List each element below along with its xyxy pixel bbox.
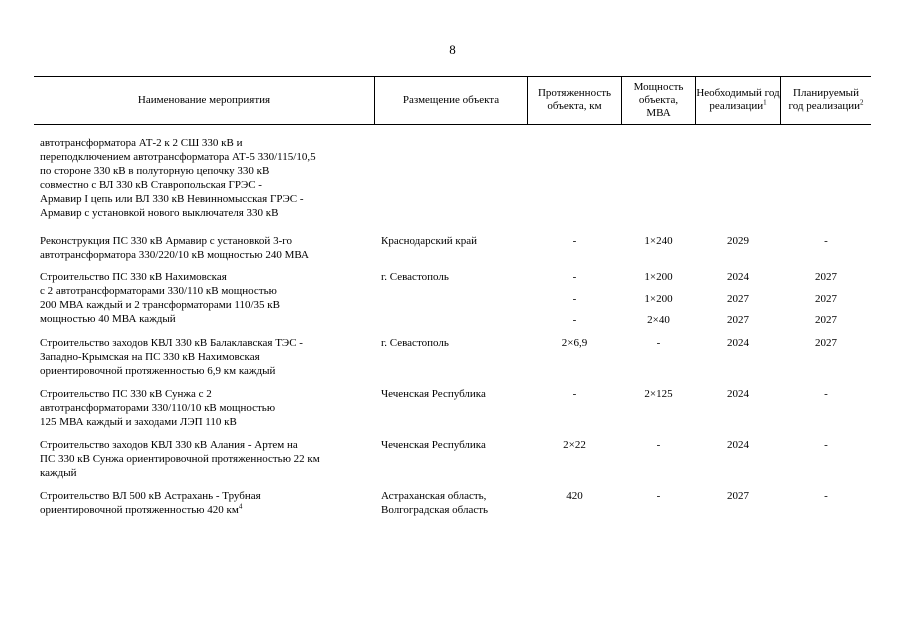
row-length: 420 [566,490,583,502]
continuation-text: автотрансформатора АТ-2 к 2 СШ 330 кВ и переподключением автотрансформатора АТ-5 330/115/10,5 по стороне 330 кВ в полуторную цепочку 330 кВ совместно с ВЛ 330 кВ Ставропольская ГРЭС - Армавир I цепь или ВЛ 330 кВ Невинномысская ГРЭС - Армавир с установкой нового выключателя 330 кВ [40,137,316,219]
row-required-year: 2027 [727,293,749,305]
header-planned-year: Планируемый год реализации$^2$ [788,87,864,112]
header-name: Наименование мероприятия [137,93,271,106]
row-planned-year: 2027 [815,293,837,305]
row-name: Строительство ПС 330 кВ Нахимовская с 2 автотрансформаторами 330/110 кВ мощностью 200 МВА каждый и 2 трансформаторами 110/35 кВ мощностью 40 МВА каждый [40,271,280,325]
row-length: 2×22 [563,439,586,451]
row-name: Строительство ПС 330 кВ Сунжа с 2 автотрансформаторами 330/110/10 кВ мощностью 125 МВА каждый и заходами ЛЭП 110 кВ [40,388,276,428]
row-required-year: 2024 [727,337,749,349]
row-location: Краснодарский край [381,235,478,247]
row-location: Чеченская Республика [381,439,486,451]
row-power: 2×40 [647,314,670,326]
row-power: 2×125 [644,388,673,400]
row-location: Чеченская Республика [381,388,486,400]
row-length: - [572,271,577,283]
row-power: 1×200 [644,293,673,305]
table-header-bottom-border [34,124,871,125]
row-location: Астраханская область, Волгоградская область [381,490,489,516]
row-power: - [656,490,661,502]
row-power: - [656,439,661,451]
row-planned-year: - [824,490,828,502]
row-planned-year: - [824,388,828,400]
row-required-year: 2027 [727,314,749,326]
row-required-year: 2027 [727,490,749,502]
row-length: 2×6,9 [561,337,588,349]
row-name: Строительство заходов КВЛ 330 кВ Балаклавская ТЭС - Западно-Крымская на ПС 330 кВ Нахимовская ориентировочной протяженностью 6,9 км каждый [40,337,303,377]
row-planned-year: 2027 [815,337,837,349]
row-required-year: 2029 [727,235,749,247]
row-length: - [572,314,577,326]
header-required-year: Необходимый год реализации$^1$ [696,87,780,112]
row-required-year: 2024 [727,439,749,451]
row-required-year: 2024 [727,271,749,283]
row-name: Строительство ВЛ 500 кВ Астрахань - Трубная ориентировочной протяженностью 420 $км^4$ [40,490,261,516]
row-location: г. Севастополь [381,337,449,349]
row-planned-year: - [824,235,828,247]
page-number: 8 [449,42,456,57]
row-planned-year: 2027 [815,314,837,326]
header-power: Мощность объекта, МВА [633,80,684,119]
row-name: Реконструкция ПС 330 кВ Армавир с установкой 3-го автотрансформатора 330/220/10 кВ мощностью 240 МВА [40,235,309,261]
row-required-year: 2024 [727,388,749,400]
row-power: - [656,337,661,349]
row-power: 1×240 [644,235,673,247]
row-planned-year: - [824,439,828,451]
row-name: Строительство заходов КВЛ 330 кВ Алания - Артем на ПС 330 кВ Сунжа ориентировочной протяженностью 22 км каждый [40,439,320,479]
row-location: г. Севастополь [381,271,449,283]
row-power: 1×200 [644,271,673,283]
row-length: - [572,235,577,247]
row-planned-year: 2027 [815,271,837,283]
header-location: Размещение объекта [402,93,500,106]
header-length: Протяженность объекта, км [537,87,612,112]
row-length: - [572,388,577,400]
row-length: - [572,293,577,305]
